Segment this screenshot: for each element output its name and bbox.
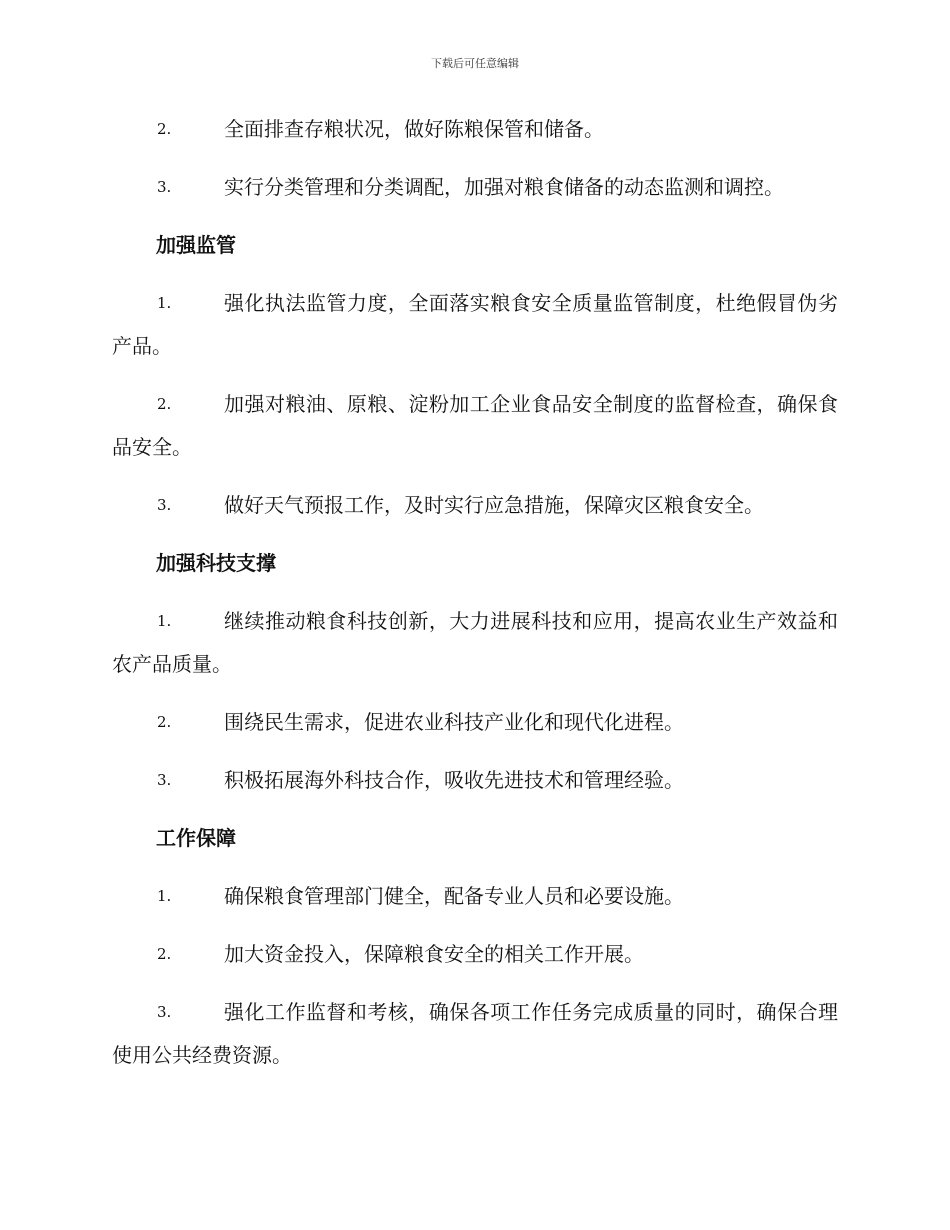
list-item-number: 2. (157, 713, 172, 731)
list-item-text: 实行分类管理和分类调配，加强对粮食储备的动态监测和调控。 (224, 175, 784, 199)
list-item-text: 强化执法监管力度，全面落实粮食安全质量监管制度，杜绝假冒伪劣产品。 (112, 291, 838, 358)
list-item-text: 继续推动粮食科技创新，大力进展科技和应用，提高农业生产效益和农产品质量。 (112, 609, 838, 676)
list-item-text: 确保粮食管理部门健全，配备专业人员和必要设施。 (224, 884, 684, 908)
list-item (112, 166, 838, 209)
list-item (112, 933, 838, 976)
document-body (112, 108, 838, 1092)
list-item-text: 加强对粮油、原粮、淀粉加工企业食品安全制度的监督检查，确保食品安全。 (112, 392, 838, 459)
list-item-number: 3. (157, 178, 172, 196)
list-item (112, 600, 838, 686)
list-item (112, 282, 838, 368)
list-item-number: 2. (157, 120, 172, 138)
list-item-number: 1. (157, 887, 172, 905)
list-item (112, 759, 838, 802)
list-item-text: 全面排查存粮状况，做好陈粮保管和储备。 (224, 117, 604, 141)
list-item (112, 991, 838, 1077)
list-item (112, 875, 838, 918)
list-item-text: 围绕民生需求，促进农业科技产业化和现代化进程。 (224, 710, 684, 734)
list-item-number: 3. (157, 496, 172, 514)
list-item-number: 1. (157, 612, 172, 630)
list-item-text: 积极拓展海外科技合作，吸收先进技术和管理经验。 (224, 768, 684, 792)
list-item-number: 2. (157, 395, 172, 413)
section-heading: 加强科技支撑 (156, 551, 276, 575)
list-item-number: 2. (157, 945, 172, 963)
list-item (112, 484, 838, 527)
list-item (112, 108, 838, 151)
list-item (112, 383, 838, 469)
list-item-text: 强化工作监督和考核，确保各项工作任务完成质量的同时，确保合理使用公共经费资源。 (112, 1000, 838, 1067)
section-heading: 加强监管 (156, 233, 236, 257)
list-item-text: 做好天气预报工作，及时实行应急措施，保障灾区粮食安全。 (224, 493, 764, 517)
page-header: 下载后可任意编辑 (431, 57, 519, 70)
list-item-text: 加大资金投入，保障粮食安全的相关工作开展。 (224, 942, 644, 966)
list-item-number: 3. (157, 771, 172, 789)
list-item-number: 1. (157, 294, 172, 312)
list-item-number: 3. (157, 1003, 172, 1021)
list-item (112, 701, 838, 744)
section-heading: 工作保障 (156, 826, 236, 850)
